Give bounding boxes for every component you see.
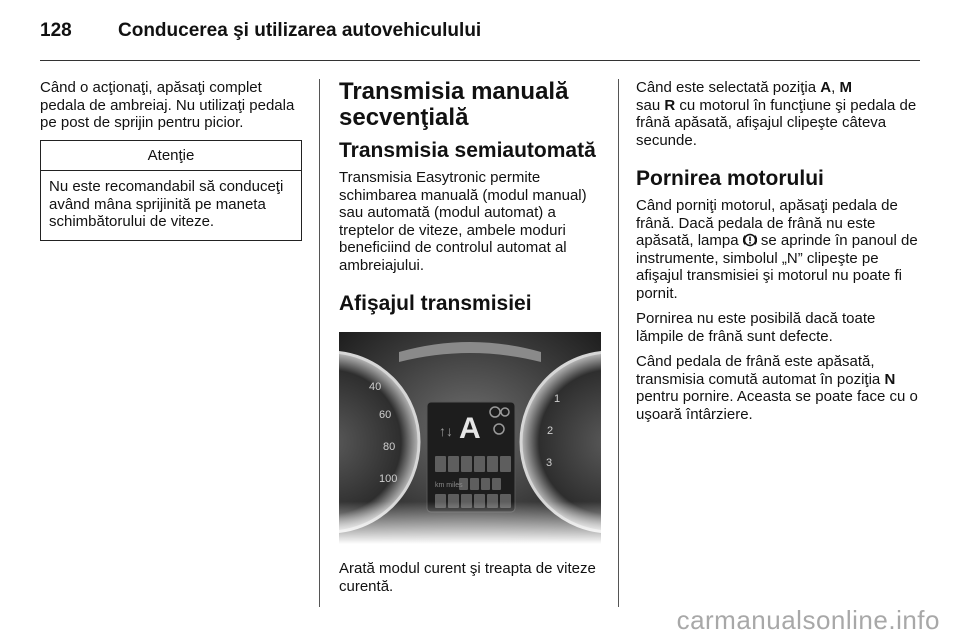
chapter-title: Conducerea şi utilizarea autovehiculului	[118, 20, 482, 41]
selection-paragraph: Când este selectată poziţia A, M sau R cu motorul în funcţiune şi pedala de frână apăsată, afişajul clipeşte câteva secunde.	[636, 79, 917, 149]
subsection-title-display: Afişajul transmisiei	[339, 292, 532, 315]
header-rule	[40, 60, 920, 61]
semiauto-paragraph: Transmisia Easytronic permite schimbarea manuală (modul manual) sau automată (modul automat) a treptelor de viteze, ambele moduri beneficiind de controlul automat al ambreiajului.	[339, 169, 587, 274]
section-title: Transmisia manuală secvenţială	[339, 78, 569, 131]
watermark: carmanualsonline.info	[676, 605, 940, 635]
column-2	[339, 79, 604, 603]
page-number: 128	[40, 20, 72, 41]
column-1	[40, 79, 305, 241]
column-divider-2	[618, 79, 619, 607]
figure-caption: Arată modul curent şi treapta de viteze curentă.	[339, 560, 596, 595]
column-divider-1	[319, 79, 320, 607]
clutch-paragraph: Când o acţionaţi, apăsaţi complet pedala de ambreiaj. Nu utilizaţi pedala pe post de sprijin pentru picior.	[40, 79, 295, 131]
brake-warning-icon	[743, 233, 757, 247]
warning-title: Atenţie	[41, 141, 301, 172]
subsection-title-semiauto: Transmisia semiautomată	[339, 139, 596, 162]
warning-text: Nu este recomandabil să conduceţi având mâna sprijinită pe maneta schimbătorului de viteze.	[49, 178, 284, 230]
page-header	[40, 20, 481, 42]
column-3	[636, 79, 926, 431]
subsection-title-start: Pornirea motorului	[636, 167, 824, 190]
warning-box	[40, 140, 302, 241]
instrument-cluster-image	[339, 332, 601, 544]
start-paragraph-3: Când pedala de frână este apăsată, transmisia comută automat în poziţia N pentru pornire. Aceasta se poate face cu o uşoară întârziere.	[636, 353, 918, 423]
start-paragraph-2: Pornirea nu este posibilă dacă toate lămpile de frână sunt defecte.	[636, 310, 876, 345]
start-paragraph-1: Când porniţi motorul, apăsaţi pedala de frână. Dacă pedala de frână nu este apăsată, lampa se aprinde în panoul de instrumente, simbolul „N” clipeşte pe afişajul transmisiei şi motorul nu poate fi pornit.	[636, 197, 918, 302]
transmission-display-figure	[339, 332, 601, 544]
